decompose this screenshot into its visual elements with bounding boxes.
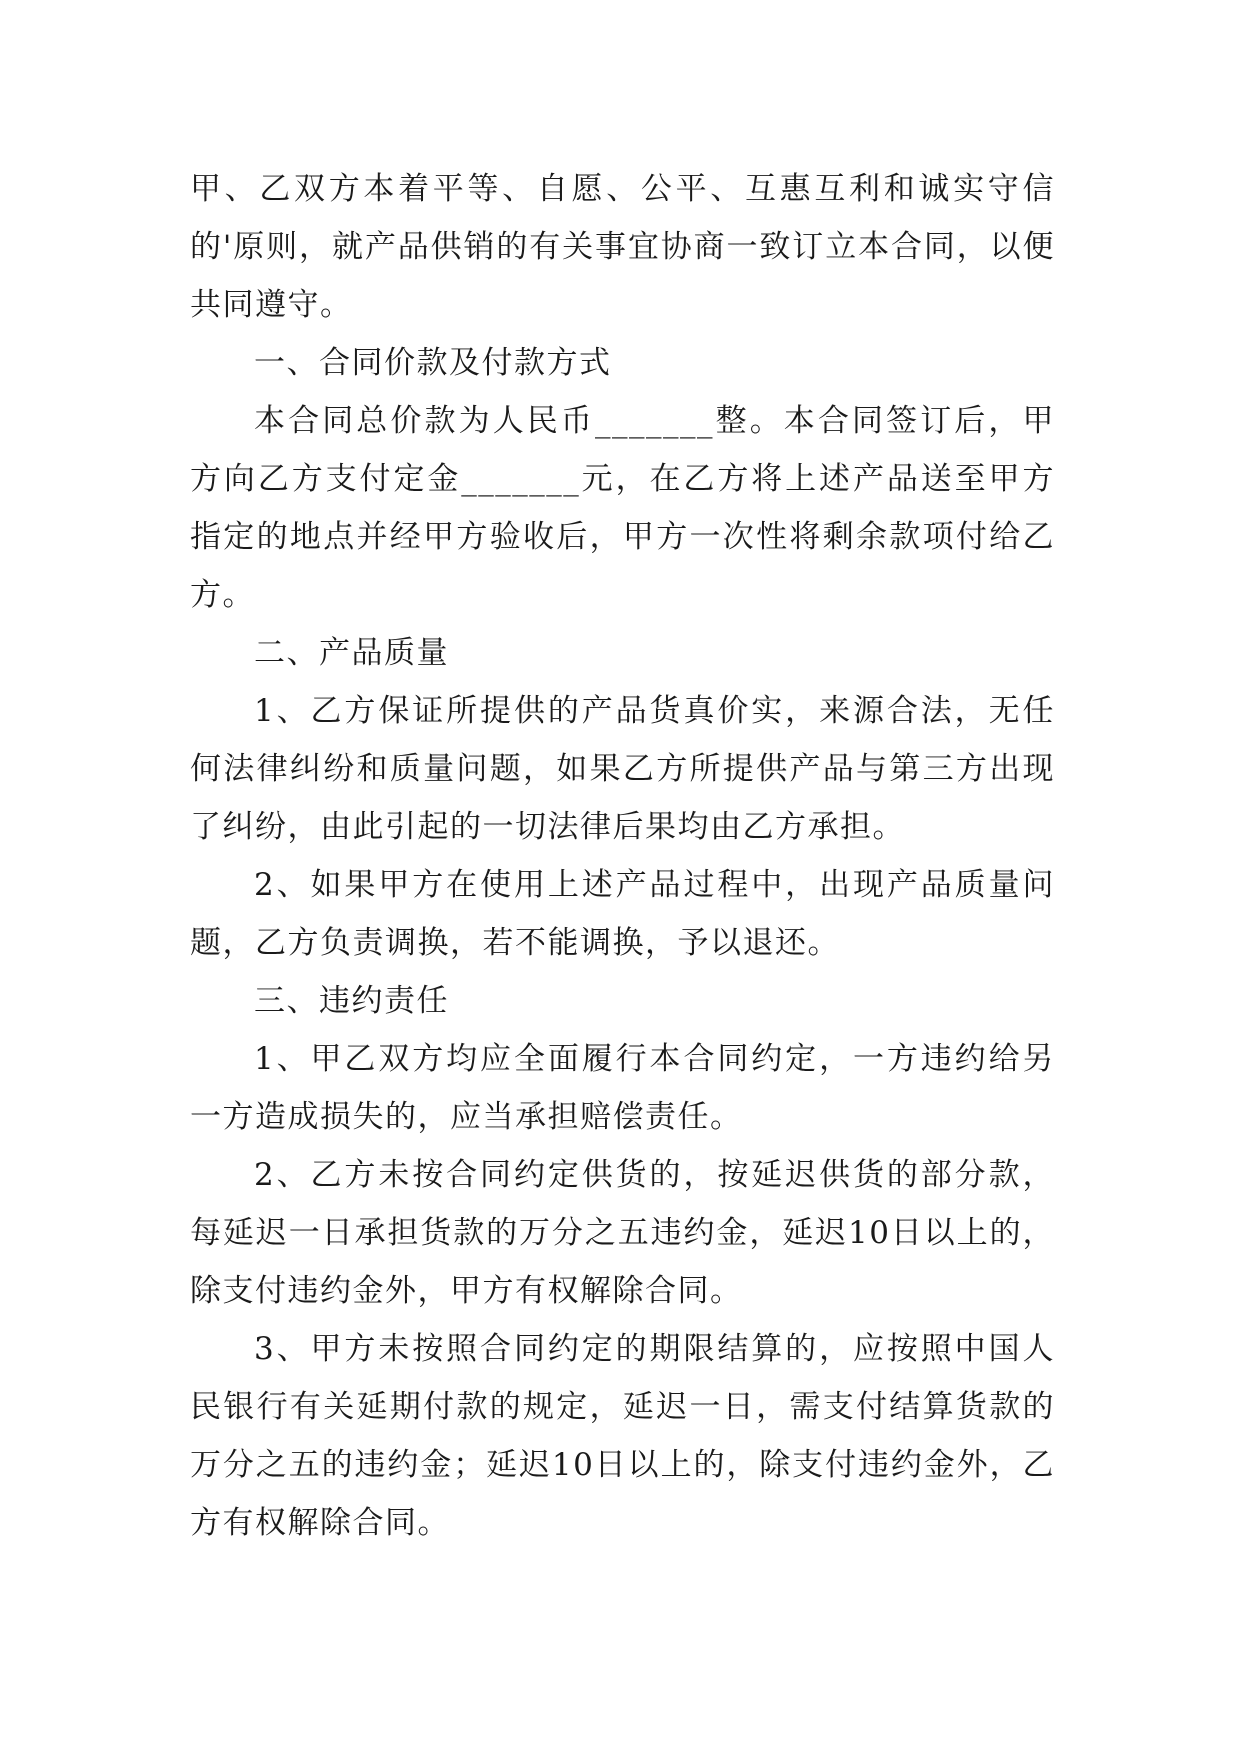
document-body [190,160,1055,1552]
paragraph-liability-1: 1、甲乙双方均应全面履行本合同约定，一方违约给另一方造成损失的，应当承担赔偿责任。 [190,1041,1055,1135]
paragraph-liability-2: 2、乙方未按合同约定供货的，按延迟供货的部分款，每延迟一日承担货款的万分之五违约金，延迟10日以上的，除支付违约金外，甲方有权解除合同。 [190,1157,1055,1309]
paragraph-quality-1: 1、乙方保证所提供的产品货真价实，来源合法，无任何法律纠纷和质量问题，如果乙方所提供产品与第三方出现了纠纷，由此引起的一切法律后果均由乙方承担。 [190,693,1055,845]
paragraph-quality-2: 2、如果甲方在使用上述产品过程中，出现产品质量问题，乙方负责调换，若不能调换，予以退还。 [190,867,1055,961]
paragraph-payment-terms: 本合同总价款为人民币_______整。本合同签订后，甲方向乙方支付定金_______元，在乙方将上述产品送至甲方指定的地点并经甲方验收后，甲方一次性将剩余款项付给乙方。 [190,403,1055,613]
paragraph-intro: 甲、乙双方本着平等、自愿、公平、互惠互利和诚实守信的'原则，就产品供销的有关事宜协商一致订立本合同，以便共同遵守。 [190,171,1055,323]
section-heading-liability: 三、违约责任 [254,983,449,1019]
paragraph-liability-3: 3、甲方未按照合同约定的期限结算的，应按照中国人民银行有关延期付款的规定，延迟一日，需支付结算货款的万分之五的违约金；延迟10日以上的，除支付违约金外，乙方有权解除合同。 [190,1331,1055,1541]
section-heading-quality: 二、产品质量 [254,635,449,671]
section-heading-payment: 一、合同价款及付款方式 [254,345,612,381]
